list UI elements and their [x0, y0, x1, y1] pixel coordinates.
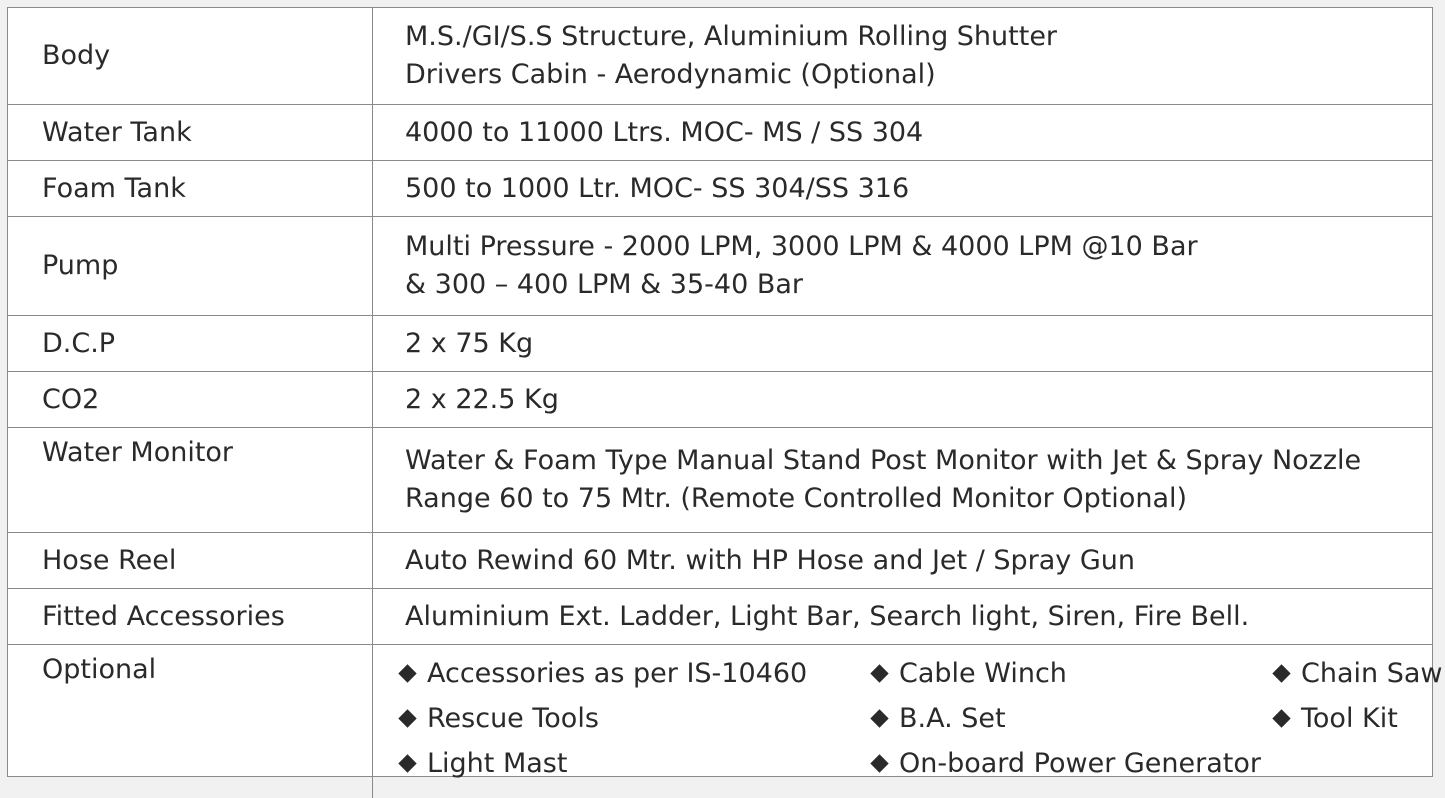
row-value-optional: [373, 645, 1433, 798]
row-value-hose-reel: Auto Rewind 60 Mtr. with HP Hose and Jet / Spray Gun: [373, 533, 1433, 589]
water-monitor-line-1: Water & Foam Type Manual Stand Post Monitor with Jet & Spray Nozzle: [405, 442, 1432, 480]
table-row: [8, 8, 1432, 105]
diamond-bullet-icon: [1272, 709, 1290, 727]
table-row: [8, 645, 1432, 798]
row-label-dcp: D.C.P: [8, 316, 373, 372]
diamond-bullet-icon: [398, 754, 416, 772]
optional-item-label: Light Mast: [427, 745, 567, 783]
table-row: [8, 589, 1432, 645]
diamond-bullet-icon: [870, 664, 888, 682]
row-value-body: [373, 8, 1433, 105]
table-row: [8, 428, 1432, 533]
row-value-co2: 2 x 22.5 Kg: [373, 372, 1433, 428]
list-item: [869, 651, 1271, 696]
row-label-water-monitor: Water Monitor: [8, 428, 373, 533]
row-label-body: Body: [8, 8, 373, 105]
optional-item-label: Rescue Tools: [427, 700, 599, 738]
row-label-pump: Pump: [8, 217, 373, 316]
row-label-hose-reel: Hose Reel: [8, 533, 373, 589]
row-label-water-tank: Water Tank: [8, 105, 373, 161]
diamond-bullet-icon: [870, 754, 888, 772]
row-label-fitted-accessories: Fitted Accessories: [8, 589, 373, 645]
optional-item-label: Tool Kit: [1301, 700, 1398, 738]
diamond-bullet-icon: [870, 709, 888, 727]
specification-table: [8, 8, 1432, 798]
table-row: [8, 316, 1432, 372]
optional-items-list: [397, 651, 1432, 786]
row-value-water-tank: 4000 to 11000 Ltrs. MOC- MS / SS 304: [373, 105, 1433, 161]
list-item: [1271, 696, 1445, 741]
list-item: [1271, 651, 1445, 696]
table-row: [8, 372, 1432, 428]
pump-line-1: Multi Pressure - 2000 LPM, 3000 LPM & 4000 LPM @10 Bar: [405, 228, 1432, 266]
optional-item-label: Cable Winch: [899, 655, 1067, 693]
pump-line-2: & 300 – 400 LPM & 35-40 Bar: [405, 266, 1432, 304]
spec-sheet: [7, 7, 1433, 777]
list-item: [869, 741, 1445, 786]
table-row: [8, 161, 1432, 217]
row-label-optional: Optional: [8, 645, 373, 798]
row-value-fitted-accessories: Aluminium Ext. Ladder, Light Bar, Search light, Siren, Fire Bell.: [373, 589, 1433, 645]
optional-item-label: On-board Power Generator: [899, 745, 1261, 783]
diamond-bullet-icon: [1272, 664, 1290, 682]
optional-item-label: Accessories as per IS-10460: [427, 655, 807, 693]
water-monitor-line-2: Range 60 to 75 Mtr. (Remote Controlled Monitor Optional): [405, 480, 1432, 518]
list-item: [869, 696, 1271, 741]
table-row: [8, 217, 1432, 316]
body-line-1: M.S./GI/S.S Structure, Aluminium Rolling Shutter: [405, 18, 1432, 56]
table-row: [8, 533, 1432, 589]
body-line-2: Drivers Cabin - Aerodynamic (Optional): [405, 56, 1432, 94]
optional-item-label: B.A. Set: [899, 700, 1006, 738]
list-item: [397, 651, 869, 696]
row-value-dcp: 2 x 75 Kg: [373, 316, 1433, 372]
optional-item-label: Chain Saw: [1301, 655, 1442, 693]
row-label-foam-tank: Foam Tank: [8, 161, 373, 217]
list-item: [397, 741, 869, 786]
table-row: [8, 105, 1432, 161]
row-value-pump: [373, 217, 1433, 316]
diamond-bullet-icon: [398, 664, 416, 682]
diamond-bullet-icon: [398, 709, 416, 727]
row-value-foam-tank: 500 to 1000 Ltr. MOC- SS 304/SS 316: [373, 161, 1433, 217]
row-label-co2: CO2: [8, 372, 373, 428]
list-item: [397, 696, 869, 741]
row-value-water-monitor: [373, 428, 1433, 533]
